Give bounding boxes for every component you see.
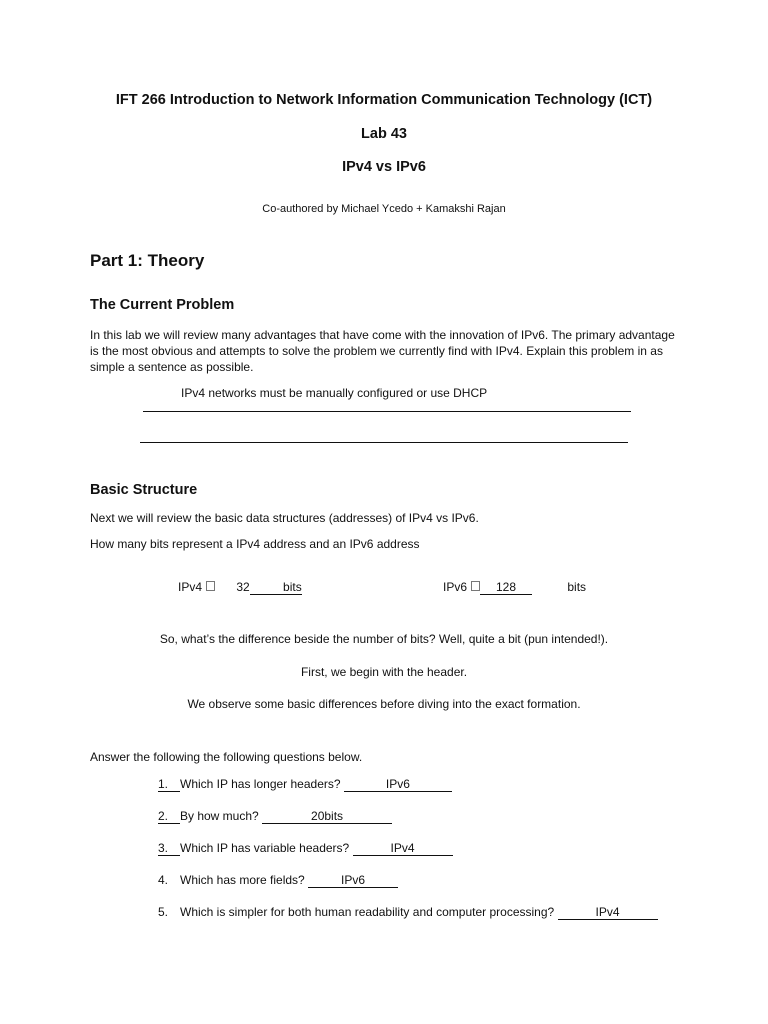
difference-line: So, what’s the difference beside the number of bits? Well, quite a bit (pun intended!). xyxy=(159,632,609,646)
current-problem-heading: The Current Problem xyxy=(90,297,235,313)
ipv6-bits-value: 128 xyxy=(496,580,517,594)
question-answer: IPv6 xyxy=(308,874,398,888)
ipv4-bits-blank xyxy=(250,581,302,595)
ipv6-label: IPv6 xyxy=(443,580,468,594)
course-title: IFT 266 Introduction to Network Information Communication Technology (ICT) xyxy=(115,92,653,108)
question-text: By how much? xyxy=(180,809,259,823)
question-text: Which IP has longer headers? xyxy=(180,777,341,791)
part1-heading: Part 1: Theory xyxy=(90,251,205,270)
arrow-box-icon xyxy=(471,581,480,591)
question-number: 4. xyxy=(158,873,169,887)
question-number: 1. xyxy=(158,778,180,792)
ipv4-bits-row xyxy=(178,580,302,595)
arrow-box-icon xyxy=(206,581,215,591)
ipv6-bits-unit: bits xyxy=(567,580,587,594)
bits-question: How many bits represent a IPv4 address and an IPv6 address xyxy=(90,537,420,551)
question-answer: IPv6 xyxy=(344,778,452,792)
basic-structure-intro: Next we will review the basic data structures (addresses) of IPv4 vs IPv6. xyxy=(90,511,479,525)
question-number: 5. xyxy=(158,905,169,919)
answer-intro: Answer the following the following questions below. xyxy=(90,750,363,764)
ipv6-bits-row xyxy=(443,580,586,595)
question-answer: 20bits xyxy=(262,810,392,824)
question-1 xyxy=(158,777,452,792)
question-number: 2. xyxy=(158,810,180,824)
answer-line-1 xyxy=(143,411,631,412)
current-problem-paragraph: In this lab we will review many advantages that have come with the innovation of IPv6. The primary advantage is the most obvious and attempts to solve the problem we currently find with IPv4. Explain this problem in as simple a sentence as possible. xyxy=(90,328,675,374)
ipv4-label: IPv4 xyxy=(178,580,203,594)
question-answer: IPv4 xyxy=(353,842,453,856)
question-5 xyxy=(158,905,658,920)
header-line: First, we begin with the header. xyxy=(300,665,468,679)
current-problem-answer: IPv4 networks must be manually configured or use DHCP xyxy=(181,386,488,400)
authors: Co-authored by Michael Ycedo + Kamakshi Rajan xyxy=(262,203,506,215)
question-text: Which IP has variable headers? xyxy=(180,841,350,855)
question-answer: IPv4 xyxy=(558,906,658,920)
question-4 xyxy=(158,873,398,888)
observe-line: We observe some basic differences before diving into the exact formation. xyxy=(187,697,581,711)
ipv4-bits-unit: bits xyxy=(283,580,302,594)
question-3 xyxy=(158,841,453,856)
lab-title: IPv4 vs IPv6 xyxy=(342,159,426,175)
ipv4-bits-value: 32 xyxy=(236,580,250,594)
lab-number: Lab 43 xyxy=(361,126,407,142)
answer-line-2 xyxy=(140,442,628,443)
ipv6-bits-blank xyxy=(480,581,532,595)
question-text: Which has more fields? xyxy=(180,873,305,887)
question-text: Which is simpler for both human readability and computer processing? xyxy=(180,905,555,919)
question-number: 3. xyxy=(158,842,180,856)
question-2 xyxy=(158,809,392,824)
basic-structure-heading: Basic Structure xyxy=(90,482,198,498)
